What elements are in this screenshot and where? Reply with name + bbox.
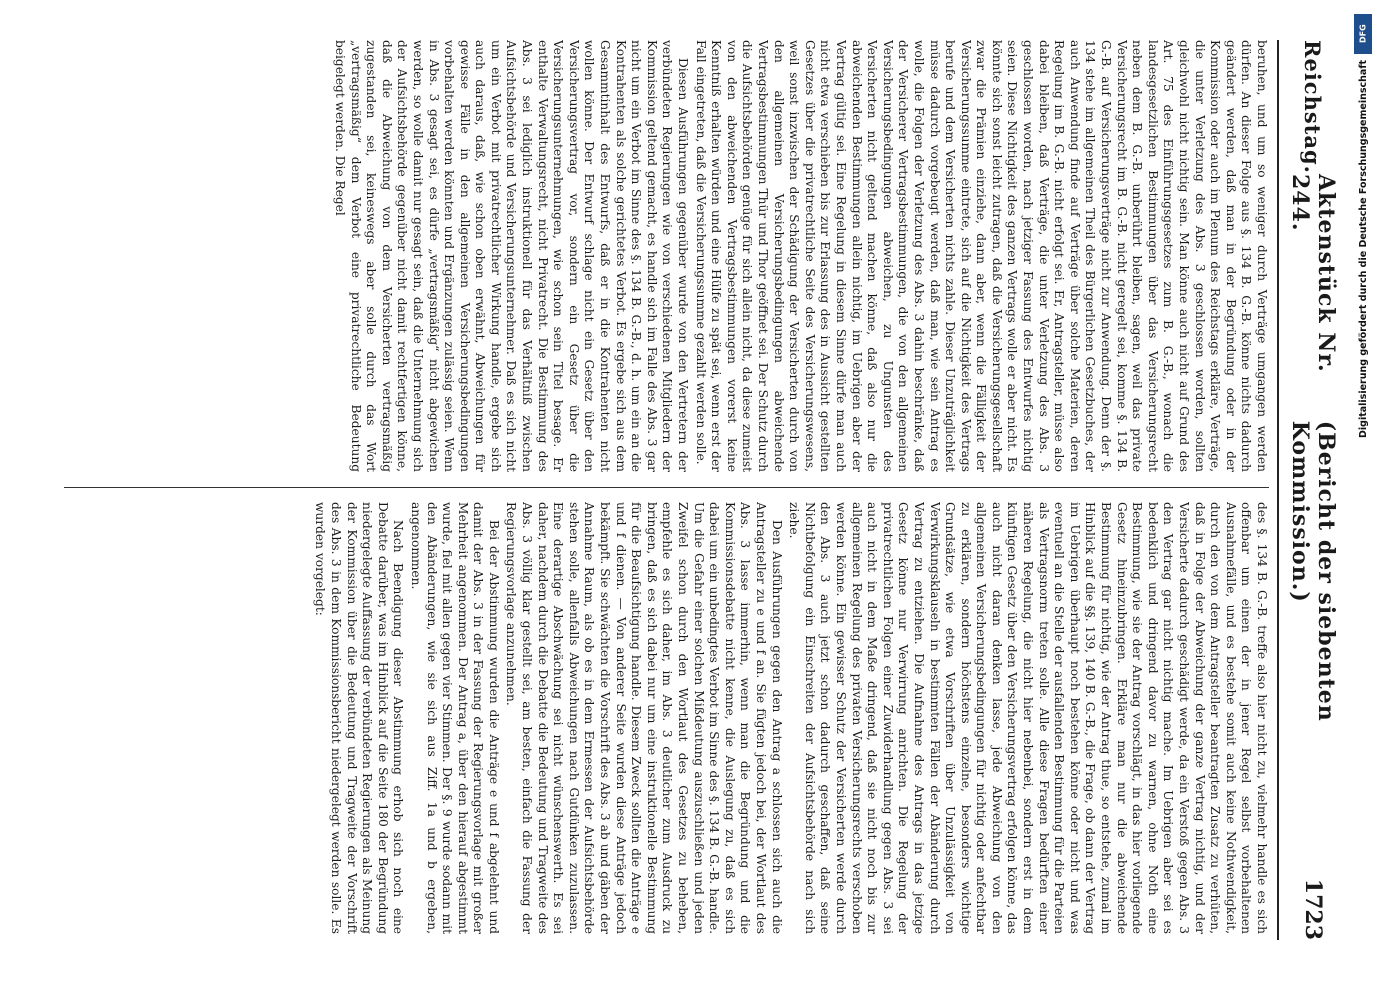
paragraph: Nach Beendigung dieser Abstimmung erhob sich noch eine Debatte darüber, was im Hinblick auf die Seite 180 der Begründung niedergelegte Auffassung der verbündeten Regierungen als Meinung der Kommission über die Bedeutung und Tragweite der Vorschrift des Abs. 3 in dem Kommissionsbericht niedergelegt werden solle. Es wurden vorgelegt: xyxy=(313,502,406,934)
column-divider xyxy=(64,487,1269,488)
paragraph: Den Ausführungen gegen den Antrag a schlossen sich auch die Antragsteller zu e und f an. Sie fügten jedoch bei, der Wortlaut des Abs. 3 lasse immerhin, wenn man die Begründung und die Kommissionsdebatte nicht kenne, die Auslegung zu, daß es sich dabei um ein unbedingtes Verbot im Sinne des §. 134 B. G.-B. handle. Um die Gefahr einer solchen Mißdeutung auszuschließen und jeden Zweifel schon durch den Wortlaut des Gesetzes zu beheben, empfehle es sich daher, im Abs. 3 deutlicher zum Ausdruck zu bringen, daß es sich dabei nur um eine instruktionelle Bestimmung für die Beaufsichtigung handle. Diesem Zweck sollten die Anträge e und f dienen. — Von anderer Seite wurden diese Anträge jedoch bekämpft. Sie schwächten die Vorschrift des Abs. 3 ab und gäben der Annahme Raum, als ob es in dem Ermessen der Aufsichtsbehörde stehen solle, allenfalls Abweichungen nach Gutdünken zuzulassen. Eine derartige Abschwächung sei nicht wünschenswerth. Es sei daher, nachdem durch die Debatte die Bedeutung und Tragweite des Abs. 3 völlig klar gestellt sei, am besten, einfach die Fassung der Regierungsvorlage anzunehmen. xyxy=(504,502,784,934)
header-left-title: Reichstag. xyxy=(1300,40,1326,174)
header-rule xyxy=(1277,40,1279,940)
page-header xyxy=(1281,40,1345,940)
paragraph: Diesen Ausführungen gegenüber wurde von den Vertretern der verbündeten Regierungen wie von verschiedenen Mitgliedern der Kommission geltend gemacht, es handle sich im Falle des Abs. 3 gar nicht um ein Verbot im Sinne des §. 134 B. G.-B., d. h. um ein an die Kontrahenten als solche gerichtetes Verbot. Es ergebe sich aus dem Gesammtinhalt des Entwurfs, daß er in die Kontrahenten nicht wollen könne. Der Entwurf schlage nicht ein Gesetz über den Versicherungsvertrag vor, sondern ein Gesetz über die Versicherungsunternehmungen, wie schon sein Titel besage. Er enthalte Verwaltungsrecht, nicht Privatrecht. Die Bestimmung des Abs. 3 sei lediglich instruktionell für das Verhältniß zwischen Aufsichtsbehörde und Versicherungsunternehmer. Daß es sich nicht um ein Verbot mit privatrechtlicher Wirkung handle, ergebe sich auch daraus, daß, wie schon oben erwähnt, Abweichungen für gewisse Fälle in den allgemeinen Versicherungsbedingungen vorbehalten werden könnten und Ergänzungen zulässig seien. Wenn in Abs. 3 gesagt sei, es dürfe „vertragsmäßig“ nicht abgewichen werden, so wolle damit nur gesagt sein, daß die Unternehmung sich der Aufsichtsbehörde gegenüber nicht damit rechtfertigen könne, daß die Abweichung von dem Versicherten vertragsmäßig zugestanden sei, keineswegs aber solle durch das Wort „vertragsmäßig“ dem Verbot eine privatrechtliche Bedeutung beigelegt werden. Die Regel xyxy=(332,40,691,472)
paragraph: beruhen, und um so weniger durch Verträge umgangen werden dürfen. An dieser Folge aus §. 134 B. G.-B. könne nichts dadurch geändert werden, daß man in der Begründung oder in der Kommission oder auch im Plenum des Reichstags erkläre, Verträge, die unter Verletzung des Abs. 3 geschlossen worden, sollten gleichwohl nicht nichtig sein. Man könne auch nicht auf Grund des Art. 75 des Einführungsgesetzes zum B. G.-B., wonach die landesgesetzlichen Bestimmungen über das Versicherungsrecht neben dem B. G.-B. unberührt bleiben, sagen, weil das private Versicherungsrecht im B. G.-B. nicht geregelt sei, komme §. 134 B. G.-B. auf Versicherungsverträge nicht zur Anwendung. Denn der §. 134 stehe im allgemeinen Theil des Bürgerlichen Gesetzbuches, der auch Anwendung finde auf Verträge über solche Materien, deren Regelung im B. G.-B. nicht erfolgt sei. Er, Antragsteller, müsse also dabei bleiben, daß Verträge, die unter Verletzung des Abs. 3 geschlossen worden, nach jetziger Fassung des Entwurfes nichtig seien. Diese Nichtigkeit des ganzen Vertrags wolle er aber nicht. Es könnte sich sonst leicht zutragen, daß die Versicherungsgesellschaft zwar die Prämien einziehe, dann aber, wenn die Fälligkeit der Versicherungssumme eintrete, sich auf die Nichtigkeit des Vertrags berufe und dem Versicherten nichts zahle. Dieser Unzuträglichkeit müsse dadurch vorgebeugt werden, daß man, wie sein Antrag es wolle, die Folgen der Verletzung des Abs. 3 dahin beschränke, daß der Versicherer Vertragsbestimmungen, die von den allgemeinen Versicherungsbedingungen abweichen, zu Ungunsten des Versicherten nicht geltend machen könne, daß also nur die abweichenden Bestimmungen allein nichtig, im Uebrigen aber der Vertrag gültig sei. Eine Regelung in diesem Sinne dürfe man auch nicht etwa verschieben bis zur Erlassung des in Aussicht gestellten Gesetzes über die privatrechtliche Seite des Versicherungswesens, weil sonst inzwischen der Schädigung der Versicherten durch von den allgemeinen Versicherungsbedingungen abweichende Vertragsbestimmungen Thür und Thor geöffnet sei. Der Schutz durch die Aufsichtsbehörden genüge für sich allein nicht, da diese zumeist von den abweichenden Vertragsbestimmungen vorerst keine Kenntniß erhalten würden und eine Hülfe zu spät sei, wenn erst der Fall eingetreten, daß die Versicherungssumme gezahlt werden solle. xyxy=(693,40,1269,472)
credit-text: Digitalisierung gefördert durch die Deutsche Forschungsgemeinschaft xyxy=(1357,60,1369,438)
header-subtitle: (Bericht der siebenten Kommission.) xyxy=(1287,420,1339,722)
page-number: 1723 xyxy=(1300,878,1326,940)
text-column-right xyxy=(59,502,1269,934)
paragraph: des §. 134 B. G.-B. treffe also hier nicht zu, vielmehr handle es sich offenbar um einen der in jener Regel selbst vorbehaltenen Ausnahmefälle, und es bestehe somit auch keine Nothwendigkeit, durch den von dem Antragsteller beantragten Zusatz zu verhüten, daß in Folge der Abweichung der ganze Vertrag nichtig, und der Versicherte dadurch geschädigt werde, da ein Verstoß gegen Abs. 3 den Vertrag gar nicht nichtig mache. Im Uebrigen aber sei es bedenklich und dringend davor zu warnen, ohne Noth eine Bestimmung, wie sie der Antrag vorschlägt, in das hier vorliegende Gesetz hineinzubringen. Erkläre man nur die abweichende Bestimmung für nichtig, wie der Antrag thue, so entstehe, zumal im Hinblick auf die §§. 139, 140 B. G.-B., die Frage, ob dann der Vertrag im Uebrigen überhaupt noch bestehen könne oder nicht und was eventuell an die Stelle der ausfallenden Bestimmung für die Parteien als Vertragsnorm treten solle. Alle diese Fragen bedürften einer näheren Regelung, die nicht hier nebenbei, sondern erst in dem künftigen Gesetz über den Versicherungsvertrag erfolgen könne, das auch nicht daran denken lasse, jede Abweichung von den allgemeinen Versicherungsbedingungen für nichtig oder anfechtbar zu erklären, sondern höchstens einzelne, besonders wichtige Grundsätze, wie etwa Vorschriften über Unzulässigkeit von Verwirkungsklauseln in bestimmten Fällen der Abänderung durch Vertrag zu entziehen. Die Aufnahme des Antrags in das jetzige Gesetz könne nur Verwirrung anrichten. Die Regelung der privatrechtlichen Folgen einer Zuwiderhandlung gegen Abs. 3 sei auch nicht in dem Maße dringend, daß sie nicht noch bis zur allgemeinen Regelung des privaten Versicherungsrechts verschoben werden könne. Ein gewisser Schutz der Versicherten werde durch den Abs. 3 auch jetzt schon dadurch geschaffen, daß seine Nichtbefolgung ein Einschreiten der Aufsichtsbehörde nach sich ziehe. xyxy=(787,502,1269,934)
dfg-logo: DFG xyxy=(1354,14,1372,54)
paragraph: Bei der Abstimmung wurden die Anträge e und f abgelehnt und damit der Abs. 3 in der Fassung der Regierungsvorlage mit großer Mehrheit angenommen. Der Antrag a, über den hierauf abgestimmt wurde, fiel mit allen gegen vier Stimmen. Der §. 9 wurde sodann mit den Abänderungen, wie sie sich aus Ziff. 1a und b ergeben, angenommen. xyxy=(408,502,501,934)
page-body xyxy=(55,40,1345,980)
digitization-credit xyxy=(1352,14,1374,674)
header-document-number: Aktenstück Nr. 244. xyxy=(1287,173,1339,373)
text-column-left xyxy=(59,40,1269,472)
